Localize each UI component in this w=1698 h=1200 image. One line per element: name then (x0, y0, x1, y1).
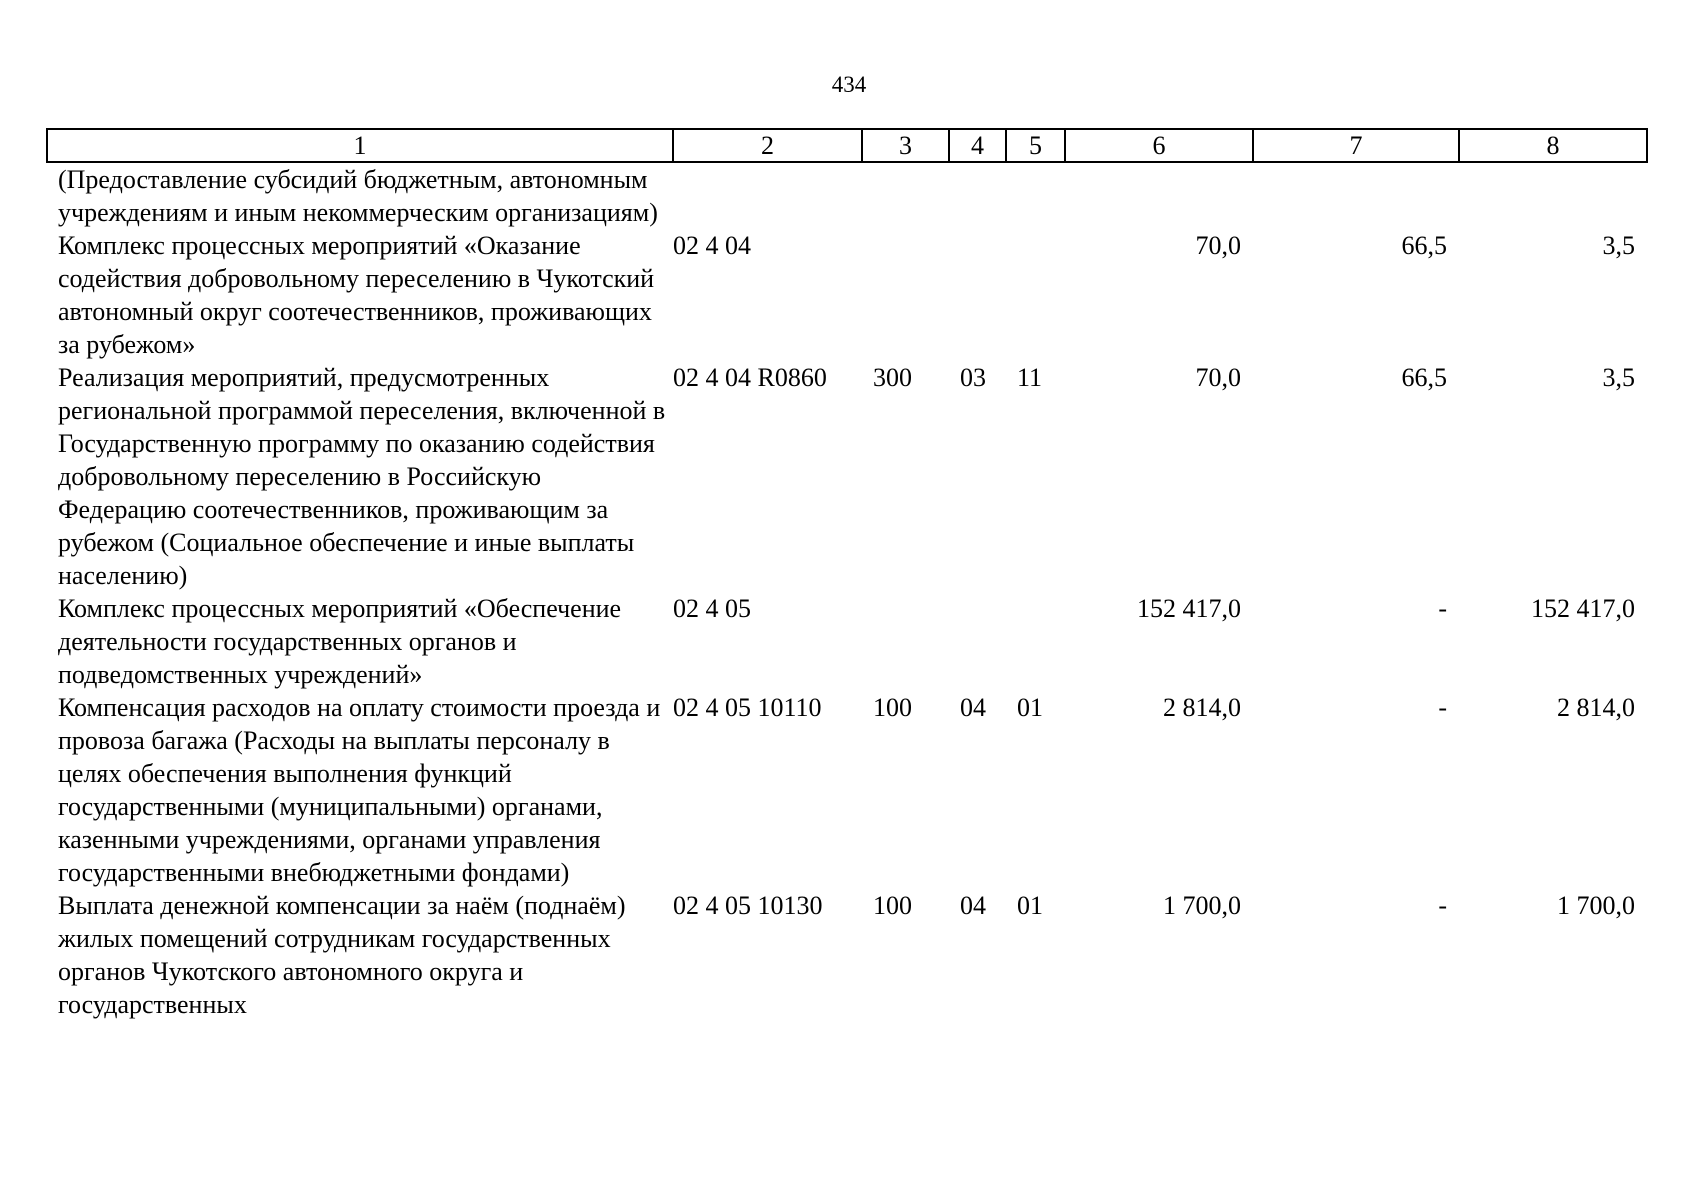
row-subsection: 11 (1017, 363, 1043, 392)
row-section (949, 592, 1006, 691)
row-amount-col7: 66,5 (1401, 363, 1447, 392)
row-expense-type (862, 592, 949, 691)
header-cell-1: 1 (47, 129, 673, 162)
row-amount-col8 (1459, 162, 1647, 229)
row-section: 04 (960, 693, 986, 722)
row-amount-col7: - (1438, 594, 1447, 623)
table-row (47, 229, 1647, 361)
row-section (949, 162, 1006, 229)
row-description: (Предоставление субсидий бюджетным, автономным учреждениям и иным некоммерческим организациям) (58, 165, 658, 227)
row-amount-col7 (1253, 162, 1459, 229)
header-cell-4: 4 (949, 129, 1006, 162)
row-amount-col8: 3,5 (1602, 231, 1635, 260)
budget-table (46, 128, 1648, 1021)
row-amount-total: 70,0 (1195, 363, 1241, 392)
row-amount-total: 2 814,0 (1163, 693, 1241, 722)
row-description: Комплекс процессных мероприятий «Обеспечение деятельности государственных органов и подведомственных учреждений» (58, 594, 622, 689)
row-subsection (1006, 229, 1065, 361)
row-subsection (1006, 592, 1065, 691)
row-target-code: 02 4 05 (673, 594, 751, 623)
header-row (47, 129, 1647, 162)
row-amount-total (1065, 162, 1253, 229)
row-subsection (1006, 162, 1065, 229)
table-row (47, 889, 1647, 1021)
row-description: Компенсация расходов на оплату стоимости проезда и провоза багажа (Расходы на выплаты персоналу в целях обеспечения выполнения функций государственными (муниципальными) органами, казенными учреждениями, органами управления государственными внебюджетными фондами) (58, 693, 661, 887)
row-section: 03 (960, 363, 986, 392)
row-subsection: 01 (1017, 693, 1043, 722)
row-target-code: 02 4 04 (673, 231, 751, 260)
table-row (47, 162, 1647, 229)
table-row (47, 361, 1647, 592)
row-target-code: 02 4 05 10110 (673, 693, 822, 722)
row-expense-type: 100 (873, 891, 912, 920)
row-amount-total: 70,0 (1195, 231, 1241, 260)
row-section (949, 229, 1006, 361)
row-expense-type: 300 (873, 363, 912, 392)
row-expense-type (862, 229, 949, 361)
table-row (47, 691, 1647, 889)
row-amount-col8: 152 417,0 (1531, 594, 1635, 623)
header-cell-6: 6 (1065, 129, 1253, 162)
page-number: 434 (831, 72, 867, 97)
header-cell-7: 7 (1253, 129, 1459, 162)
row-subsection: 01 (1017, 891, 1043, 920)
row-expense-type (862, 162, 949, 229)
row-amount-col7: - (1438, 891, 1447, 920)
row-amount-total: 1 700,0 (1163, 891, 1241, 920)
row-amount-total: 152 417,0 (1137, 594, 1241, 623)
row-amount-col7: - (1438, 693, 1447, 722)
header-cell-3: 3 (862, 129, 949, 162)
row-description: Выплата денежной компенсации за наём (поднаём) жилых помещений сотрудникам государственных органов Чукотского автономного округа и государственных (58, 891, 626, 1019)
table-row (47, 592, 1647, 691)
row-target-code: 02 4 04 R0860 (673, 363, 827, 392)
row-amount-col8: 3,5 (1602, 363, 1635, 392)
row-amount-col8: 1 700,0 (1557, 891, 1635, 920)
row-amount-col7: 66,5 (1401, 231, 1447, 260)
header-cell-2: 2 (673, 129, 862, 162)
row-description: Комплекс процессных мероприятий «Оказание содействия добровольному переселению в Чукотский автономный округ соотечественников, проживающих за рубежом» (58, 231, 655, 359)
row-expense-type: 100 (873, 693, 912, 722)
row-target-code: 02 4 05 10130 (673, 891, 823, 920)
row-section: 04 (960, 891, 986, 920)
budget-table-container (46, 128, 1646, 1021)
row-amount-col8: 2 814,0 (1557, 693, 1635, 722)
header-cell-5: 5 (1006, 129, 1065, 162)
row-description: Реализация мероприятий, предусмотренных региональной программой переселения, включенной в Государственную программу по оказанию содействия добровольному переселению в Российскую Федерацию соотечественников, проживающим за рубежом (Социальное обеспечение и иные выплаты населению) (58, 363, 666, 590)
header-cell-8: 8 (1459, 129, 1647, 162)
row-target-code (673, 162, 862, 229)
